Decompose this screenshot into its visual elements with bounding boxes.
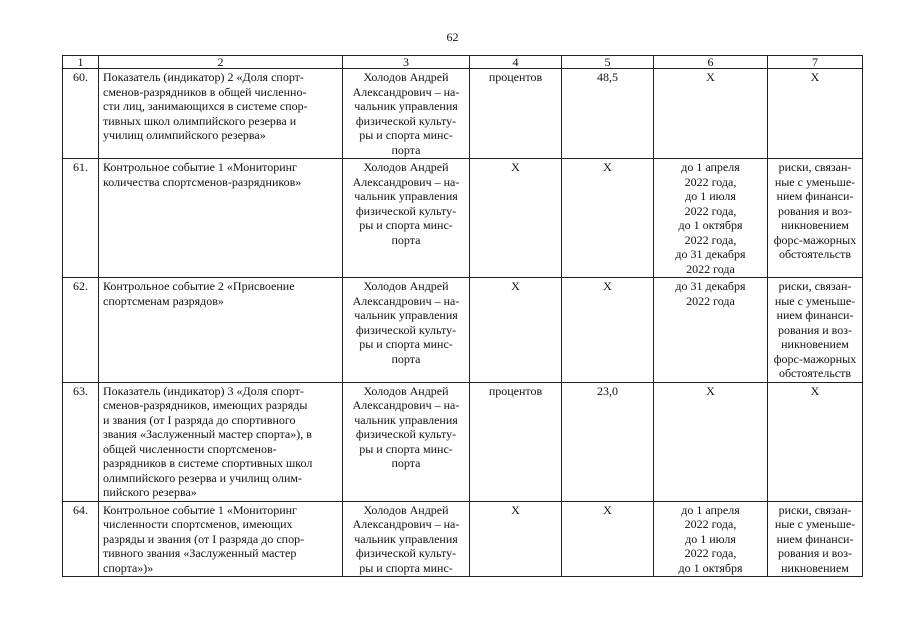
row-risks bbox=[768, 501, 863, 577]
cell-line: Александрович – на- bbox=[352, 517, 460, 531]
row-number: 64. bbox=[63, 501, 99, 577]
cell-line: Александрович – на- bbox=[352, 84, 460, 99]
row-responsible bbox=[343, 159, 470, 278]
cell-line: до 1 июля bbox=[685, 531, 736, 546]
cell-line: форс-мажорных bbox=[773, 232, 857, 247]
cell-line: Показатель (индикатор) 3 «Доля спорт- bbox=[103, 383, 304, 398]
cell-line: общей численности спортсменов- bbox=[103, 441, 277, 456]
cell-line: нием финанси- bbox=[776, 531, 854, 546]
table-row bbox=[63, 382, 863, 501]
row-number: 63. bbox=[63, 382, 99, 501]
row-value bbox=[562, 69, 654, 159]
row-value bbox=[562, 159, 654, 278]
cell-line: ры и спорта минс- bbox=[359, 337, 453, 351]
cell-line: нием финанси- bbox=[776, 308, 854, 322]
row-unit bbox=[470, 501, 562, 577]
cell-line: 2022 года, bbox=[684, 174, 737, 189]
cell-line: ры и спорта минс- bbox=[359, 218, 453, 232]
cell-line: ные с уменьше- bbox=[774, 517, 856, 531]
cell-line: Х bbox=[706, 383, 715, 398]
cell-line: разряды и звания (от I разряда до спор- bbox=[103, 531, 305, 546]
cell-line: до 31 декабря bbox=[675, 247, 746, 261]
cell-line: ные с уменьше- bbox=[774, 293, 856, 308]
cell-line: олимпийского резерва и училищ олим- bbox=[103, 470, 303, 485]
cell-line: порта bbox=[391, 351, 421, 366]
cell-line: спорта»)» bbox=[103, 560, 154, 575]
cell-line: Александрович – на- bbox=[352, 293, 460, 308]
row-responsible bbox=[343, 501, 470, 577]
row-number: 62. bbox=[63, 278, 99, 383]
cell-line: Контрольное событие 2 «Присвоение bbox=[103, 279, 295, 293]
cell-line: рования и воз- bbox=[778, 203, 852, 218]
column-header: 4 bbox=[470, 56, 562, 69]
cell-line: Контрольное событие 1 «Мониторинг bbox=[103, 160, 297, 174]
cell-line: Х bbox=[603, 160, 612, 174]
table-row bbox=[63, 69, 863, 159]
cell-line: 23,0 bbox=[597, 383, 618, 398]
cell-line: Х bbox=[810, 70, 820, 84]
cell-line: Холодов Андрей bbox=[363, 70, 449, 84]
cell-line: физической культу- bbox=[355, 322, 457, 337]
cell-line: риски, связан- bbox=[778, 279, 852, 293]
cell-line: 2022 года, bbox=[684, 203, 737, 218]
cell-line: рования и воз- bbox=[778, 546, 852, 560]
cell-line: спортсменам разрядов» bbox=[103, 293, 224, 308]
row-description bbox=[99, 501, 343, 577]
cell-line: процентов bbox=[488, 70, 543, 84]
row-unit bbox=[470, 382, 562, 501]
cell-line: до 1 октября bbox=[678, 218, 743, 232]
table-body bbox=[63, 69, 863, 577]
cell-line: Х bbox=[603, 279, 612, 293]
row-deadline bbox=[654, 382, 768, 501]
cell-line: чальник управления bbox=[354, 99, 458, 113]
column-header: 2 bbox=[99, 56, 343, 69]
row-risks bbox=[768, 159, 863, 278]
cell-line: до 31 декабря bbox=[675, 279, 746, 293]
cell-line: порта bbox=[391, 456, 421, 470]
cell-line: обстоятельств bbox=[778, 247, 852, 261]
cell-line: Александрович – на- bbox=[352, 398, 460, 412]
row-value bbox=[562, 501, 654, 577]
cell-line: чальник управления bbox=[354, 412, 458, 427]
cell-line: порта bbox=[391, 232, 421, 247]
cell-line: чальник управления bbox=[354, 531, 458, 546]
row-responsible bbox=[343, 69, 470, 159]
cell-line: ры и спорта минс- bbox=[359, 560, 453, 575]
cell-line: до 1 апреля bbox=[681, 160, 740, 174]
row-deadline bbox=[654, 278, 768, 383]
row-risks bbox=[768, 278, 863, 383]
cell-line: нием финанси- bbox=[776, 189, 854, 203]
cell-line: риски, связан- bbox=[778, 160, 852, 174]
cell-line: физической культу- bbox=[355, 427, 457, 441]
row-deadline bbox=[654, 501, 768, 577]
column-header: 6 bbox=[654, 56, 768, 69]
cell-line: физической культу- bbox=[355, 546, 457, 560]
cell-line: порта bbox=[391, 142, 421, 157]
cell-line: Холодов Андрей bbox=[363, 160, 449, 174]
cell-line: тивного звания «Заслуженный мастер bbox=[103, 546, 297, 560]
cell-line: риски, связан- bbox=[778, 502, 852, 517]
cell-line: численности спортсменов, имеющих bbox=[103, 517, 293, 531]
column-header: 7 bbox=[768, 56, 863, 69]
cell-line: 2022 года, bbox=[684, 546, 737, 560]
cell-line: физической культу- bbox=[355, 203, 457, 218]
row-responsible bbox=[343, 382, 470, 501]
cell-line: сменов-разрядников, имеющих разряды bbox=[103, 398, 308, 412]
plan-table bbox=[62, 55, 863, 577]
page-number: 62 bbox=[446, 30, 459, 44]
row-responsible bbox=[343, 278, 470, 383]
cell-line: Х bbox=[511, 160, 520, 174]
column-number-row bbox=[63, 56, 863, 69]
cell-line: разрядников в системе спортивных школ bbox=[103, 456, 313, 470]
cell-line: никновением bbox=[781, 337, 849, 351]
cell-line: количества спортсменов-разрядников» bbox=[103, 174, 302, 189]
cell-line: пийского резерва» bbox=[103, 485, 197, 499]
column-header: 5 bbox=[562, 56, 654, 69]
table-row bbox=[63, 501, 863, 577]
cell-line: Х bbox=[603, 502, 612, 517]
table-row bbox=[63, 278, 863, 383]
cell-line: чальник управления bbox=[354, 189, 458, 203]
cell-line: до 1 июля bbox=[685, 189, 736, 203]
cell-line: форс-мажорных bbox=[773, 351, 857, 366]
cell-line: рования и воз- bbox=[778, 322, 852, 337]
row-risks bbox=[768, 69, 863, 159]
table-row bbox=[63, 159, 863, 278]
row-description bbox=[99, 382, 343, 501]
cell-line: сменов-разрядников в общей численно- bbox=[103, 84, 307, 99]
cell-line: никновением bbox=[781, 560, 849, 575]
row-deadline bbox=[654, 69, 768, 159]
column-header: 3 bbox=[343, 56, 470, 69]
cell-line: чальник управления bbox=[354, 308, 458, 322]
cell-line: сти лиц, занимающихся в системе спор- bbox=[103, 99, 308, 113]
cell-line: Х bbox=[511, 502, 520, 517]
cell-line: 2022 года bbox=[686, 261, 735, 276]
row-deadline bbox=[654, 159, 768, 278]
row-unit bbox=[470, 159, 562, 278]
cell-line: Х bbox=[706, 70, 715, 84]
cell-line: училищ олимпийского резерва» bbox=[103, 128, 266, 142]
cell-line: 2022 года, bbox=[684, 517, 737, 531]
row-description bbox=[99, 159, 343, 278]
cell-line: тивных школ олимпийского резерва и bbox=[103, 113, 297, 128]
cell-line: физической культу- bbox=[355, 113, 457, 128]
row-description bbox=[99, 278, 343, 383]
cell-line: Х bbox=[511, 279, 520, 293]
row-number: 61. bbox=[63, 159, 99, 278]
cell-line: Х bbox=[810, 383, 820, 398]
column-header: 1 bbox=[63, 56, 99, 69]
row-description bbox=[99, 69, 343, 159]
cell-line: до 1 апреля bbox=[681, 502, 740, 517]
row-risks bbox=[768, 382, 863, 501]
cell-line: Контрольное событие 1 «Мониторинг bbox=[103, 502, 297, 517]
cell-line: и звания (от I разряда до спортивного bbox=[103, 412, 296, 427]
cell-line: Александрович – на- bbox=[352, 174, 460, 189]
row-unit bbox=[470, 278, 562, 383]
row-unit bbox=[470, 69, 562, 159]
cell-line: ры и спорта минс- bbox=[359, 128, 453, 142]
cell-line: 2022 года bbox=[686, 293, 735, 308]
cell-line: 48,5 bbox=[597, 70, 618, 84]
cell-line: Показатель (индикатор) 2 «Доля спорт- bbox=[103, 70, 304, 84]
row-value bbox=[562, 278, 654, 383]
cell-line: 2022 года, bbox=[684, 232, 737, 247]
cell-line: Холодов Андрей bbox=[363, 279, 449, 293]
cell-line: ные с уменьше- bbox=[774, 174, 856, 189]
row-value bbox=[562, 382, 654, 501]
cell-line: процентов bbox=[488, 383, 543, 398]
cell-line: ры и спорта минс- bbox=[359, 441, 453, 456]
cell-line: до 1 октября bbox=[678, 560, 743, 575]
row-number: 60. bbox=[63, 69, 99, 159]
cell-line: никновением bbox=[781, 218, 849, 232]
cell-line: Холодов Андрей bbox=[363, 383, 449, 398]
cell-line: Холодов Андрей bbox=[363, 502, 449, 517]
cell-line: обстоятельств bbox=[778, 366, 852, 380]
cell-line: звания «Заслуженный мастер спорта»), в bbox=[103, 427, 312, 441]
